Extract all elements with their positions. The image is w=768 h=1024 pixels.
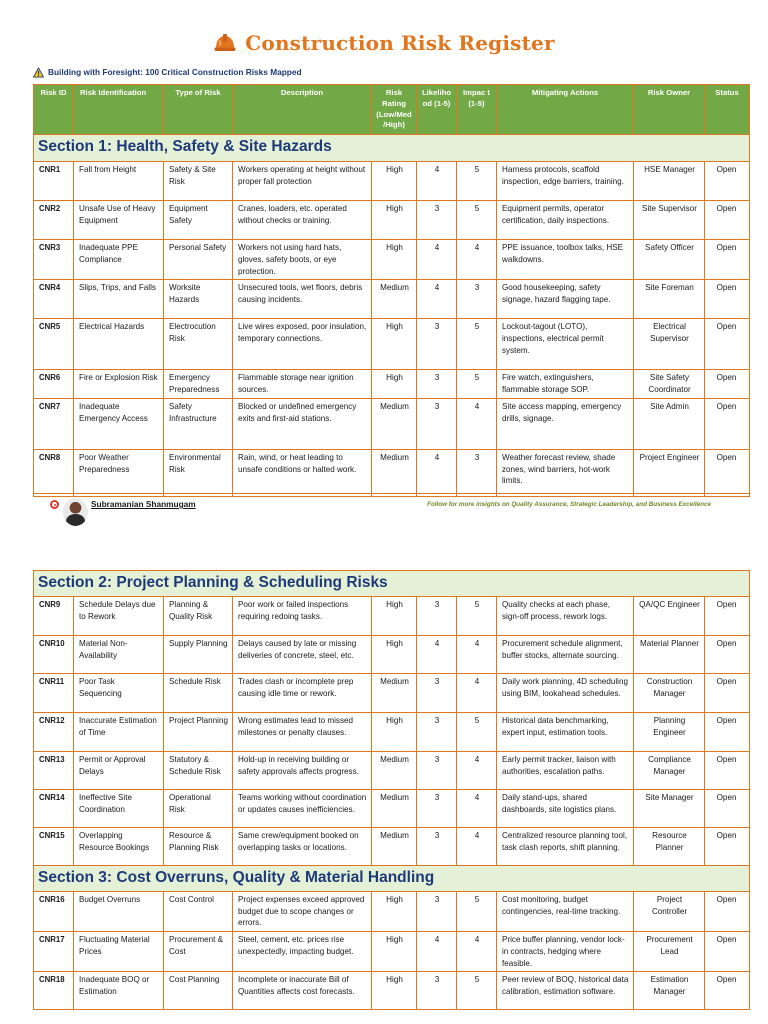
table-row (34, 370, 750, 398)
section-header-row (34, 135, 750, 162)
risk-identification-cell: Fluctuating Material Prices (74, 932, 164, 972)
status-cell: Open (705, 790, 750, 828)
col-description: Description (233, 85, 372, 135)
risk-id-cell: CNR1 (34, 162, 74, 201)
table-row (34, 790, 750, 828)
likelihood-cell: 3 (417, 972, 457, 1010)
risk-rating-cell: Medium (372, 752, 417, 790)
risk-owner-cell: Estimation Manager (634, 972, 705, 1010)
risk-identification-cell: Inadequate BOQ or Estimation (74, 972, 164, 1010)
status-cell: Open (705, 449, 750, 496)
likelihood-cell: 4 (417, 636, 457, 674)
risk-identification-cell: Permit or Approval Delays (74, 752, 164, 790)
risk-identification-cell: Ineffective Site Coordination (74, 790, 164, 828)
impact-cell: 5 (457, 319, 497, 370)
risk-id-cell: CNR7 (34, 398, 74, 449)
risk-owner-cell: Compliance Manager (634, 752, 705, 790)
risk-type-cell: Procurement & Cost (164, 932, 233, 972)
col-mitigating-actions: Mitigating Actions (497, 85, 634, 135)
risk-identification-cell: Budget Overruns (74, 892, 164, 932)
risk-owner-cell: Project Engineer (634, 449, 705, 496)
risk-rating-cell: High (372, 240, 417, 280)
risk-rating-cell: High (372, 932, 417, 972)
risk-rating-cell: Medium (372, 790, 417, 828)
risk-id-cell: CNR14 (34, 790, 74, 828)
risk-owner-cell: Material Planner (634, 636, 705, 674)
likelihood-cell: 3 (417, 790, 457, 828)
risk-owner-cell: Site Foreman (634, 280, 705, 319)
risk-type-cell: Electrocution Risk (164, 319, 233, 370)
risk-rating-cell: High (372, 201, 417, 240)
status-cell: Open (705, 398, 750, 449)
table-row (34, 162, 750, 201)
likelihood-cell: 3 (417, 201, 457, 240)
status-cell: Open (705, 674, 750, 713)
risk-type-cell: Project Planning (164, 713, 233, 752)
likelihood-cell: 3 (417, 398, 457, 449)
risk-type-cell: Schedule Risk (164, 674, 233, 713)
status-cell: Open (705, 892, 750, 932)
risk-rating-cell: High (372, 636, 417, 674)
mitigation-cell: Fire watch, extinguishers, flammable storage SOP. (497, 370, 634, 398)
description-cell: Poor work or failed inspections requiring redoing tasks. (233, 597, 372, 636)
risk-owner-cell: Site Admin (634, 398, 705, 449)
impact-cell: 5 (457, 370, 497, 398)
mitigation-cell: Site access mapping, emergency drills, signage. (497, 398, 634, 449)
mitigation-cell: Early permit tracker, liaison with authorities, escalation paths. (497, 752, 634, 790)
status-cell: Open (705, 972, 750, 1010)
status-cell: Open (705, 828, 750, 866)
impact-cell: 5 (457, 972, 497, 1010)
description-cell: Delays caused by late or missing deliveries of concrete, steel, etc. (233, 636, 372, 674)
table-header-row (34, 85, 750, 135)
risk-identification-cell: Slips, Trips, and Falls (74, 280, 164, 319)
status-cell: Open (705, 201, 750, 240)
author-avatar (63, 498, 88, 526)
warning-triangle-icon (33, 67, 44, 78)
risk-identification-cell: Fall from Height (74, 162, 164, 201)
risk-id-cell: CNR9 (34, 597, 74, 636)
section-title: Section 3: Cost Overruns, Quality & Material Handling (34, 866, 750, 892)
impact-cell: 4 (457, 828, 497, 866)
risk-owner-cell: QA/QC Engineer (634, 597, 705, 636)
risk-id-cell: CNR13 (34, 752, 74, 790)
likelihood-cell: 3 (417, 597, 457, 636)
risk-rating-cell: Medium (372, 280, 417, 319)
status-cell: Open (705, 370, 750, 398)
mitigation-cell: Quality checks at each phase, sign-off process, rework logs. (497, 597, 634, 636)
table-row (34, 828, 750, 866)
risk-type-cell: Environmental Risk (164, 449, 233, 496)
risk-type-cell: Equipment Safety (164, 201, 233, 240)
risk-rating-cell: High (372, 713, 417, 752)
risk-rating-cell: High (372, 162, 417, 201)
risk-register-table (33, 84, 750, 497)
description-cell: Rain, wind, or heat leading to unsafe conditions or halted work. (233, 449, 372, 496)
risk-id-cell: CNR18 (34, 972, 74, 1010)
impact-cell: 4 (457, 636, 497, 674)
risk-type-cell: Resource & Planning Risk (164, 828, 233, 866)
mitigation-cell: Historical data benchmarking, expert input, estimation tools. (497, 713, 634, 752)
risk-rating-cell: High (372, 892, 417, 932)
author-name[interactable]: Subramanian Shanmugam (91, 499, 196, 509)
section-title: Section 1: Health, Safety & Site Hazards (34, 135, 750, 162)
likelihood-cell: 4 (417, 932, 457, 972)
impact-cell: 3 (457, 280, 497, 319)
page-title: Construction Risk Register (245, 31, 555, 55)
risk-type-cell: Personal Safety (164, 240, 233, 280)
table-row (34, 201, 750, 240)
risk-type-cell: Statutory & Schedule Risk (164, 752, 233, 790)
risk-id-cell: CNR16 (34, 892, 74, 932)
mitigation-cell: PPE issuance, toolbox talks, HSE walkdowns. (497, 240, 634, 280)
risk-owner-cell: Safety Officer (634, 240, 705, 280)
description-cell: Trades clash or incomplete prep causing idle time or rework. (233, 674, 372, 713)
impact-cell: 5 (457, 713, 497, 752)
risk-identification-cell: Schedule Delays due to Rework (74, 597, 164, 636)
risk-type-cell: Planning & Quality Risk (164, 597, 233, 636)
likelihood-cell: 3 (417, 319, 457, 370)
mitigation-cell: Daily stand-ups, shared dashboards, site logistics plans. (497, 790, 634, 828)
description-cell: Unsecured tools, wet floors, debris causing incidents. (233, 280, 372, 319)
table-row (34, 636, 750, 674)
risk-rating-cell: High (372, 319, 417, 370)
description-cell: Project expenses exceed approved budget due to scope changes or errors. (233, 892, 372, 932)
risk-owner-cell: Site Supervisor (634, 201, 705, 240)
mitigation-cell: Good housekeeping, safety signage, hazard flagging tape. (497, 280, 634, 319)
table-row (34, 674, 750, 713)
status-cell: Open (705, 162, 750, 201)
description-cell: Wrong estimates lead to missed milestones or penalty clauses. (233, 713, 372, 752)
risk-type-cell: Safety Infrastructure (164, 398, 233, 449)
impact-cell: 4 (457, 790, 497, 828)
impact-cell: 4 (457, 674, 497, 713)
description-cell: Steel, cement, etc. prices rise unexpectedly, impacting budget. (233, 932, 372, 972)
risk-rating-cell: Medium (372, 828, 417, 866)
description-cell: Workers operating at height without proper fall protection (233, 162, 372, 201)
risk-identification-cell: Inadequate Emergency Access (74, 398, 164, 449)
risk-rating-cell: Medium (372, 674, 417, 713)
risk-id-cell: CNR17 (34, 932, 74, 972)
risk-rating-cell: Medium (372, 398, 417, 449)
risk-identification-cell: Poor Task Sequencing (74, 674, 164, 713)
risk-type-cell: Safety & Site Risk (164, 162, 233, 201)
risk-identification-cell: Fire or Explosion Risk (74, 370, 164, 398)
mitigation-cell: Lockout-tagout (LOTO), inspections, electrical permit system. (497, 319, 634, 370)
description-cell: Blocked or undefined emergency exits and first-aid stations. (233, 398, 372, 449)
status-cell: Open (705, 319, 750, 370)
risk-id-cell: CNR10 (34, 636, 74, 674)
col-risk-owner: Risk Owner (634, 85, 705, 135)
risk-id-cell: CNR8 (34, 449, 74, 496)
risk-rating-cell: Medium (372, 449, 417, 496)
subtitle-text: Building with Foresight: 100 Critical Construction Risks Mapped (48, 67, 302, 77)
likelihood-cell: 4 (417, 280, 457, 319)
table-row (34, 972, 750, 1010)
mitigation-cell: Daily work planning, 4D scheduling using BIM, lookahead schedules. (497, 674, 634, 713)
target-ring-icon (50, 500, 59, 509)
impact-cell: 5 (457, 892, 497, 932)
risk-type-cell: Operational Risk (164, 790, 233, 828)
risk-identification-cell: Material Non-Availability (74, 636, 164, 674)
description-cell: Same crew/equipment booked on overlapping tasks or locations. (233, 828, 372, 866)
table-row (34, 752, 750, 790)
risk-owner-cell: Resource Planner (634, 828, 705, 866)
status-cell: Open (705, 597, 750, 636)
table-row (34, 398, 750, 449)
risk-id-cell: CNR15 (34, 828, 74, 866)
risk-owner-cell: Planning Engineer (634, 713, 705, 752)
risk-identification-cell: Overlapping Resource Bookings (74, 828, 164, 866)
table-row (34, 449, 750, 496)
follow-text: Follow for more insights on Quality Assurance, Strategic Leadership, and Business Excellence (427, 501, 711, 508)
risk-id-cell: CNR2 (34, 201, 74, 240)
col-impact: Impac t (1-5) (457, 85, 497, 135)
risk-owner-cell: Project Controller (634, 892, 705, 932)
col-type-of-risk: Type of Risk (164, 85, 233, 135)
status-cell: Open (705, 752, 750, 790)
risk-identification-cell: Inadequate PPE Compliance (74, 240, 164, 280)
section-header-row (34, 571, 750, 597)
risk-rating-cell: High (372, 972, 417, 1010)
col-likelihood: Likeliho od (1-5) (417, 85, 457, 135)
impact-cell: 4 (457, 240, 497, 280)
likelihood-cell: 3 (417, 828, 457, 866)
description-cell: Hold-up in receiving building or safety approvals affects progress. (233, 752, 372, 790)
status-cell: Open (705, 636, 750, 674)
col-risk-id: Risk ID (34, 85, 74, 135)
table-row (34, 240, 750, 280)
description-cell: Workers not using hard hats, gloves, safety boots, or eye protection. (233, 240, 372, 280)
mitigation-cell: Peer review of BOQ, historical data calibration, estimation software. (497, 972, 634, 1010)
risk-identification-cell: Electrical Hazards (74, 319, 164, 370)
mitigation-cell: Harness protocols, scaffold inspection, edge barriers, training. (497, 162, 634, 201)
risk-rating-cell: High (372, 597, 417, 636)
likelihood-cell: 3 (417, 674, 457, 713)
description-cell: Incomplete or inaccurate Bill of Quantities affects cost forecasts. (233, 972, 372, 1010)
mitigation-cell: Equipment permits, operator certification, daily inspections. (497, 201, 634, 240)
status-cell: Open (705, 280, 750, 319)
impact-cell: 5 (457, 162, 497, 201)
page-header (0, 27, 768, 59)
table-row (34, 319, 750, 370)
risk-register-table-continued (33, 570, 750, 1010)
col-risk-identification: Risk Identification (74, 85, 164, 135)
impact-cell: 4 (457, 932, 497, 972)
risk-id-cell: CNR4 (34, 280, 74, 319)
description-cell: Teams working without coordination or updates causes inefficiencies. (233, 790, 372, 828)
status-cell: Open (705, 713, 750, 752)
mitigation-cell: Price buffer planning, vendor lock-in contracts, hedging where feasible. (497, 932, 634, 972)
risk-identification-cell: Unsafe Use of Heavy Equipment (74, 201, 164, 240)
status-cell: Open (705, 240, 750, 280)
risk-type-cell: Cost Control (164, 892, 233, 932)
risk-rating-cell: High (372, 370, 417, 398)
likelihood-cell: 4 (417, 449, 457, 496)
risk-owner-cell: Site Safety Coordinator (634, 370, 705, 398)
impact-cell: 5 (457, 201, 497, 240)
description-cell: Cranes, loaders, etc. operated without checks or training. (233, 201, 372, 240)
risk-identification-cell: Inaccurate Estimation of Time (74, 713, 164, 752)
author-footer (33, 493, 749, 528)
likelihood-cell: 4 (417, 162, 457, 201)
col-status: Status (705, 85, 750, 135)
risk-owner-cell: Procurement Lead (634, 932, 705, 972)
description-cell: Live wires exposed, poor insulation, temporary connections. (233, 319, 372, 370)
section-header-row (34, 866, 750, 892)
risk-id-cell: CNR5 (34, 319, 74, 370)
likelihood-cell: 3 (417, 752, 457, 790)
risk-id-cell: CNR11 (34, 674, 74, 713)
table-row (34, 597, 750, 636)
risk-owner-cell: Electrical Supervisor (634, 319, 705, 370)
col-risk-rating: Risk Rating (Low/Med /High) (372, 85, 417, 135)
risk-owner-cell: HSE Manager (634, 162, 705, 201)
table-row (34, 892, 750, 932)
subtitle (33, 65, 302, 79)
risk-type-cell: Supply Planning (164, 636, 233, 674)
likelihood-cell: 3 (417, 370, 457, 398)
risk-identification-cell: Poor Weather Preparedness (74, 449, 164, 496)
risk-id-cell: CNR6 (34, 370, 74, 398)
risk-owner-cell: Site Manager (634, 790, 705, 828)
mitigation-cell: Procurement schedule alignment, buffer stocks, alternate sourcing. (497, 636, 634, 674)
impact-cell: 4 (457, 398, 497, 449)
mitigation-cell: Cost monitoring, budget contingencies, real-time tracking. (497, 892, 634, 932)
construction-helmet-icon (213, 31, 237, 55)
likelihood-cell: 3 (417, 892, 457, 932)
mitigation-cell: Centralized resource planning tool, task clash reports, shift planning. (497, 828, 634, 866)
section-title: Section 2: Project Planning & Scheduling Risks (34, 571, 750, 597)
risk-id-cell: CNR3 (34, 240, 74, 280)
description-cell: Flammable storage near ignition sources. (233, 370, 372, 398)
likelihood-cell: 4 (417, 240, 457, 280)
status-cell: Open (705, 932, 750, 972)
risk-owner-cell: Construction Manager (634, 674, 705, 713)
mitigation-cell: Weather forecast review, shade zones, wind barriers, hot-work limits. (497, 449, 634, 496)
table-row (34, 280, 750, 319)
impact-cell: 3 (457, 449, 497, 496)
risk-type-cell: Cost Planning (164, 972, 233, 1010)
likelihood-cell: 3 (417, 713, 457, 752)
risk-id-cell: CNR12 (34, 713, 74, 752)
table-row (34, 932, 750, 972)
risk-type-cell: Worksite Hazards (164, 280, 233, 319)
impact-cell: 4 (457, 752, 497, 790)
risk-type-cell: Emergency Preparedness (164, 370, 233, 398)
impact-cell: 5 (457, 597, 497, 636)
table-row (34, 713, 750, 752)
